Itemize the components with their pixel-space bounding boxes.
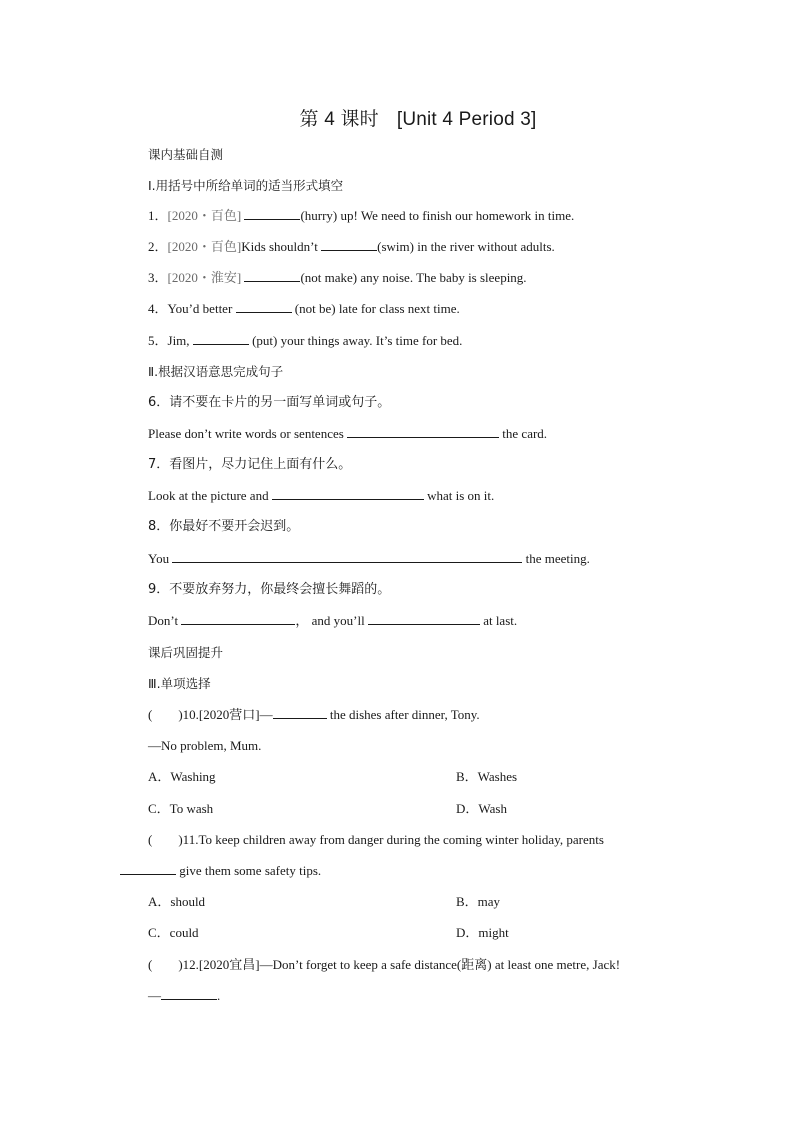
question-text: Don’t [148,613,182,628]
answer-blank[interactable] [272,487,424,500]
question-5 [148,332,462,350]
answer-blank[interactable] [368,612,480,625]
question-text: 12.[2020宜昌]—Don’t forget to keep a safe distance(距离) at least one metre, Jack! [182,957,621,972]
question-number: 4． [148,301,168,316]
question-text: ， and you’ll [295,613,368,628]
question-text: 11.To keep children away from danger during the coming winter holiday, parents [182,832,604,847]
question-text: 10.[2020营口]— [182,707,273,722]
question-number: 3． [148,270,168,285]
question-text: the dishes after dinner, Tony. [326,707,480,722]
reply-end: . [217,988,221,1003]
answer-blank[interactable] [193,332,249,345]
question-6 [148,425,547,443]
answer-blank[interactable] [172,550,522,563]
question-text: the card. [499,426,548,441]
answer-paren[interactable]: ( ) [148,957,183,972]
question-text: (not be) late for class next time. [291,301,460,316]
question-10-reply: —No problem, Mum. [148,738,262,753]
answer-blank[interactable] [120,862,176,875]
question-source: [2020・百色] [167,208,242,223]
answer-blank[interactable] [181,612,295,625]
option-a[interactable]: A．Washing [148,769,216,784]
title-chinese: 第 4 课时 [299,109,379,130]
question-7-chinese: 7．看图片，尽力记住上面有什么。 [148,457,352,472]
option-d[interactable]: D．Wash [456,801,507,816]
question-6-chinese: 6．请不要在卡片的另一面写单词或句子。 [148,395,391,410]
question-2 [148,238,555,256]
question-source: [2020・淮安] [167,270,242,285]
question-text: (swim) in the river without adults. [377,239,555,254]
answer-blank[interactable] [273,706,327,719]
question-text: give them some safety tips. [176,863,322,878]
question-9 [148,612,517,630]
question-4 [148,300,460,318]
option-c[interactable]: C．To wash [148,801,214,816]
question-text: Please don’t write words or sentences [148,426,348,441]
reply-dash: — [148,988,161,1003]
question-11 [148,831,674,849]
question-number: 2． [148,239,168,254]
section-part3-heading: Ⅲ.单项选择 [148,676,211,691]
answer-blank[interactable] [236,300,292,313]
section-part2-heading: Ⅱ.根据汉语意思完成句子 [148,364,284,379]
answer-paren[interactable]: ( ) [148,707,183,722]
question-11-continued [120,862,321,880]
question-3 [148,269,527,287]
question-1 [148,207,574,225]
question-text: at last. [479,613,518,628]
section-after-class: 课后巩固提升 [148,645,224,660]
question-text: Kids shouldn’t [241,239,322,254]
question-number: 1． [148,208,168,223]
section-part1-heading: Ⅰ.用括号中所给单词的适当形式填空 [148,178,344,193]
question-9-chinese: 9．不要放弃努力，你最终会擅长舞蹈的。 [148,582,391,597]
answer-blank[interactable] [161,987,217,1000]
question-text: (not make) any noise. The baby is sleeping. [300,270,527,285]
option-b[interactable]: B．Washes [456,769,518,784]
question-12-reply [148,987,220,1005]
option-b[interactable]: B．may [456,894,501,909]
section-in-class: 课内基础自测 [148,147,224,162]
question-8-chinese: 8．你最好不要开会迟到。 [148,519,300,534]
option-d[interactable]: D．might [456,925,509,940]
question-text: You’d better [167,301,236,316]
option-a[interactable]: A．should [148,894,206,909]
answer-blank[interactable] [321,238,377,251]
question-7 [148,487,494,505]
question-text: the meeting. [522,551,590,566]
option-c[interactable]: C．could [148,925,199,940]
title-unit: [Unit 4 Period 3] [396,109,537,130]
answer-blank[interactable] [347,425,499,438]
answer-blank[interactable] [244,207,300,220]
question-text: what is on it. [423,488,495,503]
answer-paren[interactable]: ( ) [148,832,183,847]
question-10 [148,706,480,724]
question-12 [148,956,620,974]
answer-blank[interactable] [244,269,300,282]
question-text: (put) your things away. It’s time for bed. [248,333,463,348]
question-text: You [148,551,173,566]
page-title [0,104,794,131]
question-text: (hurry) up! We need to finish our homework in time. [300,208,575,223]
question-source: [2020・百色] [167,239,242,254]
question-text: Jim, [167,333,193,348]
question-number: 5． [148,333,168,348]
question-text: Look at the picture and [148,488,272,503]
question-8 [148,550,590,568]
